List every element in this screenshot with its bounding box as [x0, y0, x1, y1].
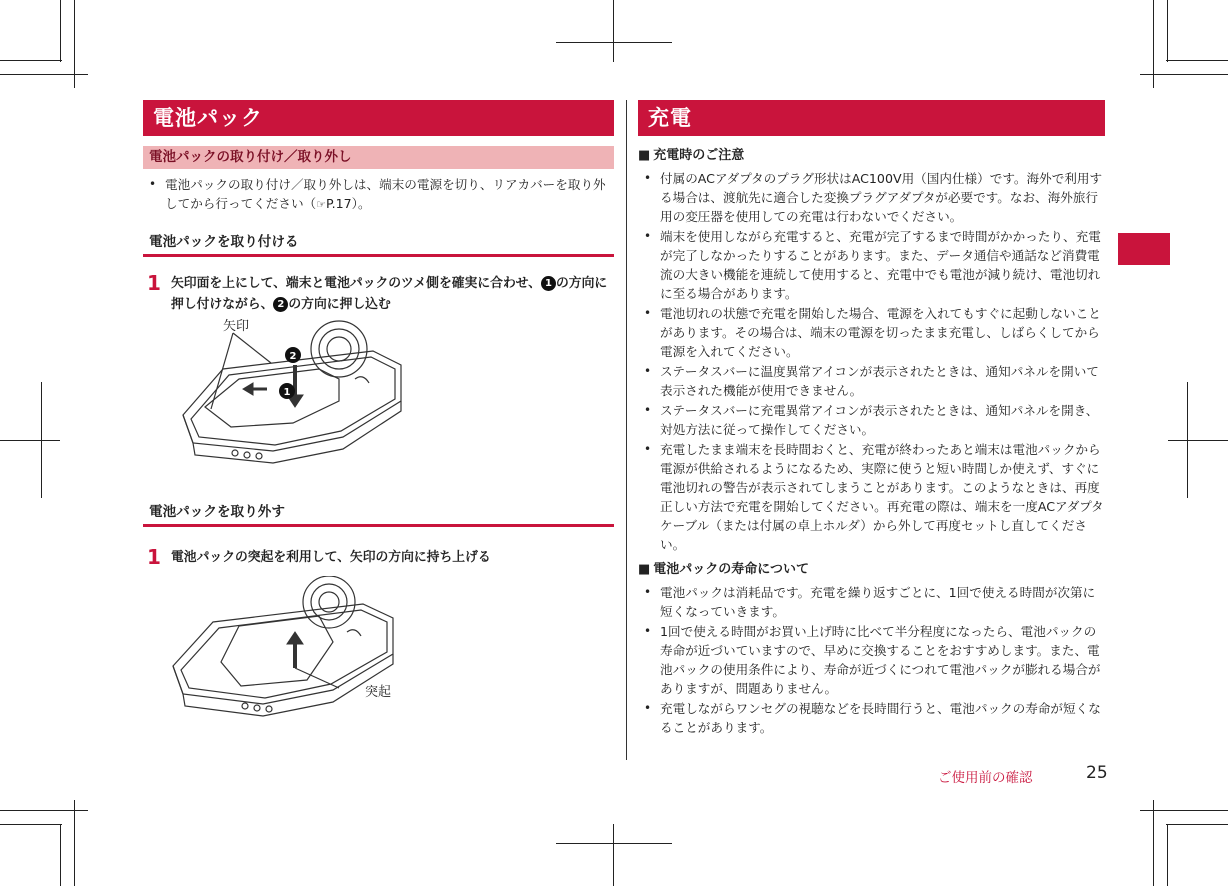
phone-battery-remove-illustration: [143, 576, 614, 726]
intro-list: [143, 175, 614, 214]
protrusion-label: 突起: [365, 685, 392, 700]
battery-life-item: • 電池パックは消耗品です。充電を繰り返すごとに、1回で使える時間が次第に短くなっていきます。: [638, 583, 1105, 621]
sub-title-attach-remove: 電池パックの取り付け／取り外し: [143, 146, 614, 169]
page-ref-link[interactable]: P.17: [326, 196, 352, 211]
page-ref-icon: ☞: [316, 198, 326, 211]
fig-marker-2: 2: [289, 351, 297, 362]
attach-figure: [143, 315, 614, 465]
square-bullet-icon: ■: [638, 562, 651, 577]
circle-number-1: 1: [541, 276, 556, 291]
battery-life-heading: ■ 電池パックの寿命について: [638, 562, 810, 577]
caution-item: • 付属のACアダプタのプラグ形状はAC100V用（国内仕様）です。海外で利用する場合は、渡航先に適合した変換プラグアダプタが必要です。なお、海外旅行用の変圧器を使用しての充電は行わないでください。: [638, 169, 1105, 226]
arrow-mark-label: 矢印: [223, 319, 250, 334]
circle-number-2: 2: [273, 297, 288, 312]
step-number: 1: [147, 545, 161, 569]
remove-figure: [143, 576, 614, 726]
step-number: 1: [147, 271, 161, 295]
section-title-charging: 充電: [638, 100, 1105, 136]
caution-item: • 端末を使用しながら充電すると、充電が完了するまで時間がかかったり、充電が完了しなかったりすることがあります。また、データ通信や通話など消費電流の大きい機能を連続して使用すると、充電中でも電池が減り続け、電池切れに至る場合があります。: [638, 227, 1105, 303]
square-bullet-icon: ■: [638, 148, 651, 163]
battery-life-item: • 1回で使える時間がお買い上げ時に比べて半分程度になったら、電池パックの寿命が近づいていますので、早めに交換することをおすすめします。また、電池パックの使用条件により、寿命が近づくにつれて電池パックが膨れる場合がありますが、問題ありません。: [638, 622, 1105, 698]
caution-item: • 充電したまま端末を長時間おくと、充電が終わったあと端末は電池パックから電源が供給されるようになるため、実際に使うと短い時間しか使えず、すぐに電池切れの警告が表示されてしまうことがあります。このようなときは、再度正しい方法で充電を開始してください。再充電の際は、端末を一度ACアダプタケーブル（または付属の卓上ホルダ）から外して再度セットし直してください。: [638, 440, 1105, 554]
phone-battery-insert-illustration: [143, 315, 614, 465]
fig-marker-1: 1: [283, 387, 291, 398]
remove-heading: 電池パックを取り外す: [143, 500, 614, 527]
footer-section-name: ご使用前の確認: [938, 770, 1033, 786]
remove-step: [143, 547, 614, 568]
right-column: [638, 100, 1105, 738]
battery-life-list: [638, 583, 1105, 737]
caution-list: [638, 169, 1105, 554]
intro-bullet: • 電池パックの取り付け／取り外しは、端末の電源を切り、リアカバーを取り外してから行ってください（☞P.17）。: [143, 175, 614, 214]
attach-heading: 電池パックを取り付ける: [143, 230, 614, 257]
section-title-battery: 電池パック: [143, 100, 614, 136]
step-text: 矢印面を上にして、端末と電池パックのツメ側を確実に合わせ、 1 の方向に押し付けながら、 2 の方向に押し込む: [171, 276, 608, 312]
caution-heading: ■ 充電時のご注意: [638, 148, 745, 163]
attach-step: [143, 273, 614, 315]
caution-item: • 電池切れの状態で充電を開始した場合、電源を入れてもすぐに起動しないことがあります。その場合は、端末の電源を切ったまま充電し、しばらくしてから電源を入れてください。: [638, 304, 1105, 361]
chapter-tab: [1118, 233, 1170, 265]
page-number: 25: [1086, 763, 1108, 783]
step-text: 電池パックの突起を利用して、矢印の方向に持ち上げる: [171, 550, 491, 565]
column-divider: [626, 100, 627, 760]
caution-item: • ステータスバーに温度異常アイコンが表示されたときは、通知パネルを開いて表示された機能が使用できません。: [638, 362, 1105, 400]
left-column: [143, 100, 614, 726]
battery-life-item: • 充電しながらワンセグの視聴などを長時間行うと、電池パックの寿命が短くなることがあります。: [638, 699, 1105, 737]
caution-item: • ステータスバーに充電異常アイコンが表示されたときは、通知パネルを開き、対処方法に従って操作してください。: [638, 401, 1105, 439]
